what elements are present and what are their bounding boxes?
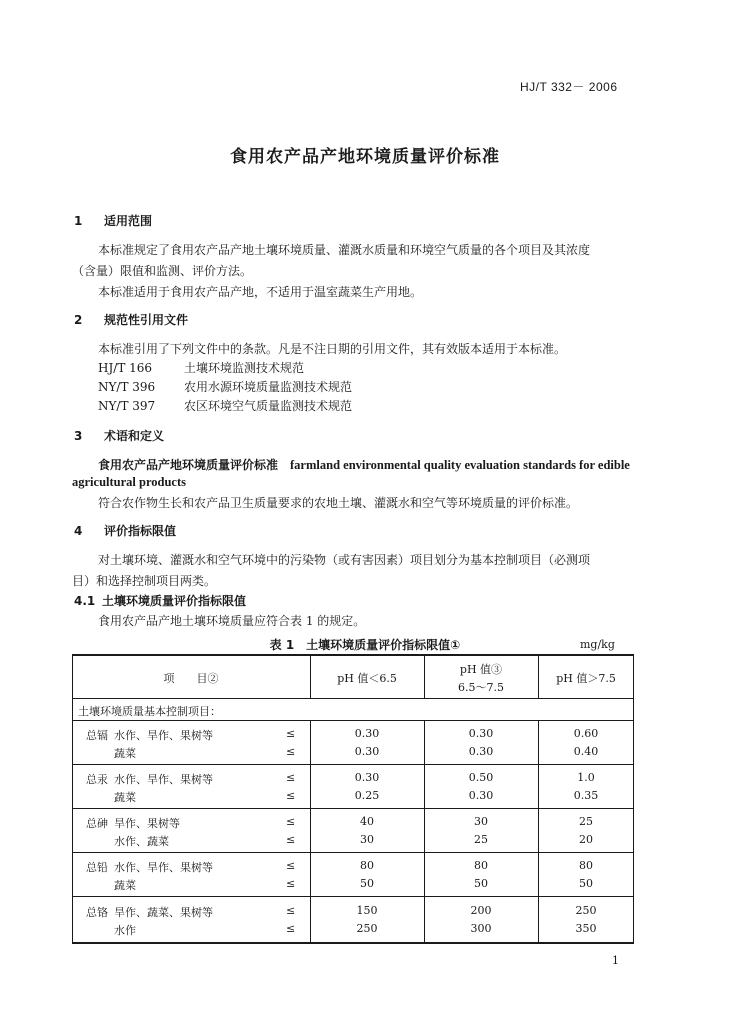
subsection-title: 土壤环境质量评价指标限值 <box>102 594 247 608</box>
crop-type: 蔬菜 <box>114 879 136 892</box>
crop-type: 旱作、蔬菜、果树等 <box>114 906 213 919</box>
le-symbol: ≤ <box>286 877 296 890</box>
section-1-heading <box>74 212 152 229</box>
term-definition: 符合农作物生长和农产品卫生质量要求的农地土壤、灌溉水和空气等环境质量的评价标准。 <box>98 496 579 510</box>
s4-paragraph-line: 对土壤环境、灌溉水和空气环境中的污染物（或有害因素）项目划分为基本控制项目（必测项 <box>98 553 591 567</box>
value-cell: 1.0 <box>577 771 595 784</box>
value-cell: 350 <box>575 922 597 935</box>
section-title: 适用范围 <box>104 214 153 228</box>
reference-code: NY/T 397 <box>98 399 156 413</box>
value-cell: 25 <box>474 833 488 846</box>
value-cell: 0.30 <box>468 727 494 740</box>
reference-code: HJ/T 166 <box>98 361 153 375</box>
element-name: 总铬 <box>86 906 108 919</box>
value-cell: 80 <box>474 859 488 872</box>
section-number: 3 <box>74 429 83 443</box>
le-symbol: ≤ <box>286 922 296 935</box>
value-cell: 250 <box>356 922 378 935</box>
s4-1-paragraph: 食用农产品产地土壤环境质量应符合表 1 的规定。 <box>98 614 366 628</box>
crop-type: 蔬菜 <box>114 747 136 760</box>
value-cell: 0.30 <box>354 745 380 758</box>
value-cell: 25 <box>579 815 593 828</box>
section-4-heading <box>74 522 176 539</box>
reference-code: NY/T 396 <box>98 380 156 394</box>
value-cell: 0.35 <box>573 789 599 802</box>
s1-paragraph-line: 本标准规定了食用农产品产地土壤环境质量、灌溉水质量和环境空气质量的各个项目及其浓度 <box>98 243 591 257</box>
table-row-rule <box>72 852 634 853</box>
term-chinese: 食用农产品产地环境质量评价标准 <box>98 458 279 472</box>
crop-type: 水作、旱作、果树等 <box>114 861 213 874</box>
section-title: 评价指标限值 <box>104 524 177 538</box>
table-row-rule <box>72 896 634 897</box>
table-bottom-rule <box>72 942 634 944</box>
element-name: 总铅 <box>86 861 108 874</box>
header-ph-low: pH 值＜6.5 <box>337 672 397 685</box>
value-cell: 0.25 <box>354 789 380 802</box>
le-symbol: ≤ <box>286 745 296 758</box>
term-line <box>98 456 630 473</box>
reference-name: 农区环境空气质量监测技术规范 <box>184 399 353 413</box>
s1-paragraph-line: （含量）限值和监测、评价方法。 <box>72 264 253 278</box>
value-cell: 0.30 <box>354 727 380 740</box>
le-symbol: ≤ <box>286 833 296 846</box>
reference-name: 农用水源环境质量监测技术规范 <box>184 380 353 394</box>
value-cell: 0.50 <box>468 771 494 784</box>
table-row-rule <box>72 808 634 809</box>
value-cell: 30 <box>360 833 374 846</box>
value-cell: 0.30 <box>468 745 494 758</box>
reference-name: 土壤环境监测技术规范 <box>184 361 305 375</box>
section-2-heading <box>74 311 188 328</box>
value-cell: 0.60 <box>573 727 599 740</box>
crop-type: 水作、旱作、果树等 <box>114 729 213 742</box>
crop-type: 蔬菜 <box>114 791 136 804</box>
value-cell: 0.30 <box>354 771 380 784</box>
term-english: farmland environmental quality evaluation standards for edible <box>290 458 630 472</box>
value-cell: 150 <box>356 904 378 917</box>
le-symbol: ≤ <box>286 859 296 872</box>
subsection-4-1-heading <box>74 592 246 609</box>
subsection-number: 4.1 <box>74 594 96 608</box>
section-number: 4 <box>74 524 83 538</box>
reference-item <box>98 378 352 395</box>
value-cell: 250 <box>575 904 597 917</box>
table-group-rule <box>72 720 634 721</box>
value-cell: 50 <box>360 877 374 890</box>
element-name: 总汞 <box>86 773 108 786</box>
value-cell: 0.40 <box>573 745 599 758</box>
header-ph-high: pH 值＞7.5 <box>556 672 616 685</box>
s4-paragraph-line: 目）和选择控制项目两类。 <box>72 574 217 588</box>
document-title: 食用农产品产地环境质量评价标准 <box>230 147 500 167</box>
s2-paragraph: 本标准引用了下列文件中的条款。凡是不注日期的引用文件，其有效版本适用于本标准。 <box>98 342 567 356</box>
value-cell: 300 <box>470 922 492 935</box>
value-cell: 30 <box>474 815 488 828</box>
value-cell: 40 <box>360 815 374 828</box>
section-title: 术语和定义 <box>104 429 165 443</box>
s1-paragraph: 本标准适用于食用农产品产地，不适用于温室蔬菜生产用地。 <box>98 285 423 299</box>
value-cell: 20 <box>579 833 593 846</box>
table-row-rule <box>72 764 634 765</box>
value-cell: 80 <box>360 859 374 872</box>
value-cell: 50 <box>579 877 593 890</box>
reference-item <box>98 359 304 376</box>
soil-quality-table <box>72 654 634 944</box>
le-symbol: ≤ <box>286 815 296 828</box>
element-name: 总镉 <box>86 729 108 742</box>
reference-item <box>98 397 352 414</box>
element-name: 总砷 <box>86 817 108 830</box>
table-caption: 表 1 土壤环境质量评价指标限值① <box>269 638 461 652</box>
table-unit: mg/kg <box>580 638 615 651</box>
page-number: 1 <box>612 954 619 967</box>
table-header-rule <box>72 698 634 699</box>
table-top-rule <box>72 654 634 656</box>
section-title: 规范性引用文件 <box>104 313 189 327</box>
crop-type: 水作、蔬菜 <box>114 835 169 848</box>
crop-type: 旱作、果树等 <box>114 817 180 830</box>
header-ph-mid: pH 值③ <box>459 663 503 676</box>
section-number: 1 <box>74 214 83 228</box>
group-label: 土壤环境质量基本控制项目： <box>78 705 221 718</box>
crop-type: 水作、旱作、果树等 <box>114 773 213 786</box>
term-english-cont: agricultural products <box>72 475 187 489</box>
le-symbol: ≤ <box>286 771 296 784</box>
section-3-heading <box>74 427 164 444</box>
value-cell: 0.30 <box>468 789 494 802</box>
value-cell: 80 <box>579 859 593 872</box>
table-left-border <box>72 654 73 944</box>
le-symbol: ≤ <box>286 727 296 740</box>
le-symbol: ≤ <box>286 904 296 917</box>
standard-number: HJ/T 332－ 2006 <box>520 80 618 94</box>
crop-type: 水作 <box>114 924 136 937</box>
header-ph-mid-range: 6.5～7.5 <box>458 681 504 694</box>
value-cell: 200 <box>470 904 492 917</box>
section-number: 2 <box>74 313 83 327</box>
header-item: 项 目② <box>163 672 219 685</box>
value-cell: 50 <box>474 877 488 890</box>
le-symbol: ≤ <box>286 789 296 802</box>
